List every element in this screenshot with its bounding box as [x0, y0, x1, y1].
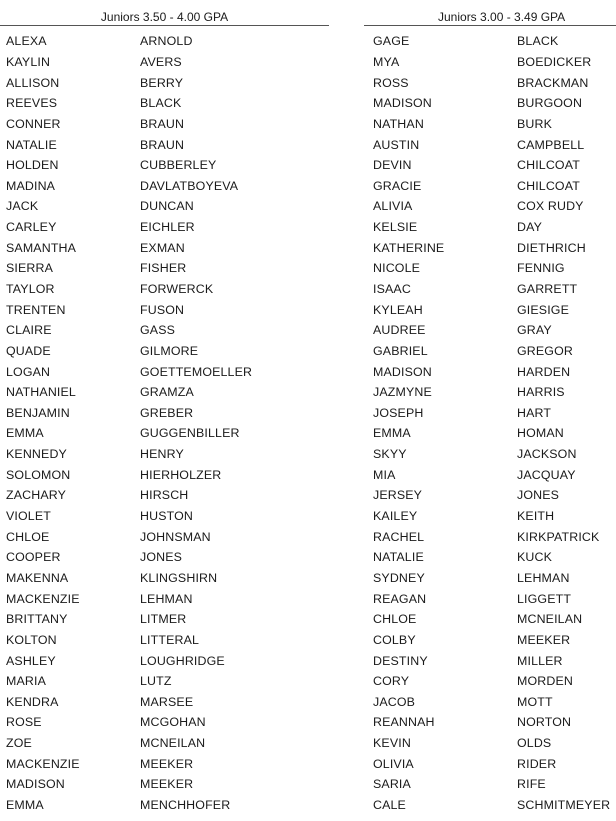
- last-name: LEHMAN: [140, 591, 193, 606]
- last-name: HARRIS: [517, 385, 565, 400]
- last-name: EICHLER: [140, 220, 195, 235]
- last-name: MARSEE: [140, 694, 194, 709]
- student-row: [0, 609, 329, 630]
- last-name: BRAUN: [140, 137, 185, 152]
- student-row: [364, 630, 616, 651]
- first-name: QUADE: [6, 343, 51, 358]
- first-name: RACHEL: [373, 529, 425, 544]
- last-name: EXMAN: [140, 240, 185, 255]
- first-name: GAGE: [373, 34, 410, 49]
- first-name: CLAIRE: [6, 323, 52, 338]
- student-row: [0, 134, 329, 155]
- student-row: [364, 712, 616, 733]
- last-name: GUGGENBILLER: [140, 426, 240, 441]
- last-name: MEEKER: [140, 777, 194, 792]
- first-name: TRENTEN: [6, 302, 66, 317]
- student-row: [0, 464, 329, 485]
- last-name: LUTZ: [140, 674, 172, 689]
- last-name: LOUGHRIDGE: [140, 653, 225, 668]
- last-name: JOHNSMAN: [140, 529, 211, 544]
- first-name: LOGAN: [6, 364, 51, 379]
- last-name: ARNOLD: [140, 34, 193, 49]
- student-row: [364, 733, 616, 754]
- first-name: CORY: [373, 674, 410, 689]
- student-row: [364, 485, 616, 506]
- first-name: JACK: [6, 199, 39, 214]
- student-row: [0, 52, 329, 73]
- last-name: FUSON: [140, 302, 185, 317]
- student-row: [364, 31, 616, 52]
- first-name: GRACIE: [373, 178, 422, 193]
- honor-roll-list-high-gpa: [0, 9, 329, 815]
- student-row: [364, 72, 616, 93]
- last-name: MILLER: [517, 653, 563, 668]
- last-name: KLINGSHIRN: [140, 570, 218, 585]
- student-row: [0, 320, 329, 341]
- student-row: [0, 114, 329, 135]
- last-name: BLACK: [517, 34, 559, 49]
- honor-roll-list-mid-gpa: [364, 9, 616, 815]
- first-name: JACOB: [373, 694, 416, 709]
- first-name: GABRIEL: [373, 343, 428, 358]
- student-row: [364, 547, 616, 568]
- student-row: [364, 444, 616, 465]
- last-name: HENRY: [140, 447, 184, 462]
- first-name: BENJAMIN: [6, 405, 70, 420]
- last-name: KUCK: [517, 550, 553, 565]
- student-row: [364, 196, 616, 217]
- last-name: CAMPBELL: [517, 137, 585, 152]
- student-row: [0, 299, 329, 320]
- first-name: SAMANTHA: [6, 240, 77, 255]
- first-name: NATHANIEL: [6, 385, 76, 400]
- last-name: JONES: [517, 488, 560, 503]
- first-name: KOLTON: [6, 632, 57, 647]
- last-name: JACKSON: [517, 447, 577, 462]
- first-name: KATHERINE: [373, 240, 445, 255]
- last-name: KEITH: [517, 509, 555, 524]
- last-name: FENNIG: [517, 261, 565, 276]
- student-row: [364, 258, 616, 279]
- last-name: GOETTEMOELLER: [140, 364, 253, 379]
- last-name: FORWERCK: [140, 282, 214, 296]
- first-name: KAILEY: [373, 509, 418, 524]
- first-name: VIOLET: [6, 509, 51, 524]
- last-name: HIERHOLZER: [140, 467, 222, 482]
- first-name: ISAAC: [373, 282, 411, 296]
- last-name: DAY: [517, 220, 543, 235]
- last-name: HOMAN: [517, 426, 564, 441]
- first-name: MADISON: [373, 96, 432, 111]
- first-name: MACKENZIE: [6, 591, 80, 606]
- student-row: [0, 93, 329, 114]
- last-name: GRAMZA: [140, 385, 194, 400]
- student-row: [0, 196, 329, 217]
- student-row: [364, 774, 616, 795]
- last-name: GIESIGE: [517, 302, 570, 317]
- first-name: BRITTANY: [6, 612, 68, 627]
- first-name: MARIA: [6, 674, 46, 689]
- last-name: HARDEN: [517, 364, 571, 379]
- list-header: Juniors 3.00 - 3.49 GPA: [364, 9, 616, 26]
- list-header: Juniors 3.50 - 4.00 GPA: [0, 9, 329, 26]
- student-row: [364, 217, 616, 238]
- student-row: [0, 485, 329, 506]
- first-name: DESTINY: [373, 653, 428, 668]
- last-name: MCGOHAN: [140, 715, 206, 730]
- student-row: [0, 382, 329, 403]
- last-name: NORTON: [517, 715, 572, 730]
- first-name: MADISON: [373, 364, 432, 379]
- first-name: HOLDEN: [6, 158, 59, 173]
- first-name: KEVIN: [373, 736, 411, 751]
- student-row: [0, 795, 329, 816]
- first-name: CONNER: [6, 116, 61, 131]
- first-name: MACKENZIE: [6, 756, 80, 771]
- student-row: [364, 279, 616, 300]
- last-name: GASS: [140, 323, 176, 338]
- last-name: MORDEN: [517, 674, 573, 689]
- last-name: CHILCOAT: [517, 158, 580, 173]
- student-row: [0, 506, 329, 527]
- first-name: TAYLOR: [6, 282, 55, 296]
- last-name: BLACK: [140, 96, 182, 111]
- last-name: CHILCOAT: [517, 178, 580, 193]
- first-name: CARLEY: [6, 220, 57, 235]
- name-rows: [0, 31, 329, 815]
- last-name: GREGOR: [517, 343, 573, 358]
- student-row: [0, 361, 329, 382]
- first-name: MADINA: [6, 178, 56, 193]
- last-name: KIRKPATRICK: [517, 529, 600, 544]
- student-row: [0, 526, 329, 547]
- student-row: [364, 382, 616, 403]
- student-row: [364, 609, 616, 630]
- first-name: OLIVIA: [373, 756, 414, 771]
- first-name: EMMA: [6, 426, 44, 441]
- student-row: [364, 341, 616, 362]
- name-rows: [364, 31, 616, 815]
- last-name: RIFE: [517, 777, 546, 792]
- first-name: ZACHARY: [6, 488, 67, 503]
- first-name: AUSTIN: [373, 137, 420, 152]
- student-row: [364, 588, 616, 609]
- first-name: ZOE: [6, 736, 32, 751]
- first-name: CALE: [373, 798, 406, 813]
- first-name: SOLOMON: [6, 467, 71, 482]
- last-name: BERRY: [140, 75, 184, 90]
- first-name: NATALIE: [6, 137, 57, 152]
- student-row: [0, 423, 329, 444]
- last-name: LEHMAN: [517, 570, 570, 585]
- last-name: DUNCAN: [140, 199, 194, 214]
- last-name: HIRSCH: [140, 488, 189, 503]
- student-row: [364, 671, 616, 692]
- student-row: [0, 237, 329, 258]
- student-row: [0, 650, 329, 671]
- last-name: JONES: [140, 550, 183, 565]
- last-name: GRAY: [517, 323, 552, 338]
- student-row: [0, 175, 329, 196]
- last-name: MCNEILAN: [140, 736, 206, 751]
- first-name: SARIA: [373, 777, 411, 792]
- student-row: [364, 155, 616, 176]
- student-row: [0, 258, 329, 279]
- student-row: [364, 134, 616, 155]
- last-name: MCNEILAN: [517, 612, 583, 627]
- first-name: MIA: [373, 467, 396, 482]
- student-row: [364, 464, 616, 485]
- first-name: ROSS: [373, 75, 409, 90]
- last-name: AVERS: [140, 54, 182, 69]
- first-name: NATALIE: [373, 550, 424, 565]
- last-name: GREBER: [140, 405, 194, 420]
- last-name: HUSTON: [140, 509, 193, 524]
- first-name: ALLISON: [6, 75, 60, 90]
- student-row: [0, 155, 329, 176]
- student-row: [364, 361, 616, 382]
- student-row: [0, 568, 329, 589]
- last-name: GILMORE: [140, 343, 199, 358]
- student-row: [0, 588, 329, 609]
- first-name: NICOLE: [373, 261, 421, 276]
- first-name: MADISON: [6, 777, 65, 792]
- first-name: ALEXA: [6, 34, 47, 49]
- first-name: COOPER: [6, 550, 61, 565]
- first-name: JERSEY: [373, 488, 423, 503]
- student-row: [364, 299, 616, 320]
- first-name: CHLOE: [373, 612, 417, 627]
- first-name: MYA: [373, 54, 400, 69]
- last-name: BURGOON: [517, 96, 583, 111]
- student-row: [0, 341, 329, 362]
- student-row: [364, 423, 616, 444]
- student-row: [0, 671, 329, 692]
- first-name: KENDRA: [6, 694, 59, 709]
- last-name: BRAUN: [140, 116, 185, 131]
- first-name: ALIVIA: [373, 199, 413, 214]
- student-row: [0, 753, 329, 774]
- student-row: [0, 279, 329, 300]
- first-name: ASHLEY: [6, 653, 56, 668]
- last-name: BURK: [517, 116, 553, 131]
- first-name: JAZMYNE: [373, 385, 432, 400]
- last-name: MEEKER: [140, 756, 194, 771]
- last-name: FISHER: [140, 261, 187, 276]
- student-row: [364, 692, 616, 713]
- student-row: [364, 403, 616, 424]
- student-row: [364, 93, 616, 114]
- last-name: RIDER: [517, 756, 557, 771]
- last-name: LITMER: [140, 612, 187, 627]
- student-row: [364, 52, 616, 73]
- first-name: KENNEDY: [6, 447, 67, 462]
- last-name: JACQUAY: [517, 467, 576, 482]
- last-name: MOTT: [517, 694, 553, 709]
- student-row: [364, 175, 616, 196]
- last-name: COX RUDY: [517, 199, 584, 214]
- last-name: LITTERAL: [140, 632, 200, 647]
- student-row: [0, 31, 329, 52]
- student-row: [0, 547, 329, 568]
- first-name: AUDREE: [373, 323, 426, 338]
- first-name: ROSE: [6, 715, 42, 730]
- student-row: [0, 403, 329, 424]
- first-name: JOSEPH: [373, 405, 424, 420]
- first-name: COLBY: [373, 632, 416, 647]
- first-name: REAGAN: [373, 591, 427, 606]
- student-row: [0, 692, 329, 713]
- first-name: SYDNEY: [373, 570, 425, 585]
- first-name: KYLEAH: [373, 302, 423, 317]
- last-name: GARRETT: [517, 282, 578, 296]
- first-name: NATHAN: [373, 116, 424, 131]
- student-row: [0, 733, 329, 754]
- first-name: EMMA: [6, 798, 44, 813]
- student-row: [0, 72, 329, 93]
- last-name: BOEDICKER: [517, 54, 592, 69]
- last-name: MENCHHOFER: [140, 798, 231, 813]
- last-name: CUBBERLEY: [140, 158, 217, 173]
- student-row: [364, 237, 616, 258]
- first-name: REEVES: [6, 96, 58, 111]
- student-row: [0, 712, 329, 733]
- last-name: BRACKMAN: [517, 75, 589, 90]
- first-name: KELSIE: [373, 220, 418, 235]
- student-row: [364, 320, 616, 341]
- last-name: OLDS: [517, 736, 552, 751]
- student-row: [0, 217, 329, 238]
- last-name: DIETHRICH: [517, 240, 586, 255]
- first-name: SIERRA: [6, 261, 54, 276]
- last-name: LIGGETT: [517, 591, 572, 606]
- student-row: [364, 795, 616, 816]
- student-row: [364, 568, 616, 589]
- student-row: [0, 630, 329, 651]
- last-name: DAVLATBOYEVA: [140, 178, 239, 193]
- student-row: [364, 753, 616, 774]
- first-name: REANNAH: [373, 715, 435, 730]
- student-row: [364, 114, 616, 135]
- last-name: MEEKER: [517, 632, 571, 647]
- student-row: [364, 506, 616, 527]
- last-name: SCHMITMEYER: [517, 798, 611, 813]
- student-row: [364, 650, 616, 671]
- first-name: CHLOE: [6, 529, 50, 544]
- first-name: MAKENNA: [6, 570, 69, 585]
- student-row: [364, 526, 616, 547]
- first-name: DEVIN: [373, 158, 412, 173]
- first-name: KAYLIN: [6, 54, 51, 69]
- student-row: [0, 444, 329, 465]
- student-row: [0, 774, 329, 795]
- first-name: EMMA: [373, 426, 411, 441]
- last-name: HART: [517, 405, 552, 420]
- first-name: SKYY: [373, 447, 407, 462]
